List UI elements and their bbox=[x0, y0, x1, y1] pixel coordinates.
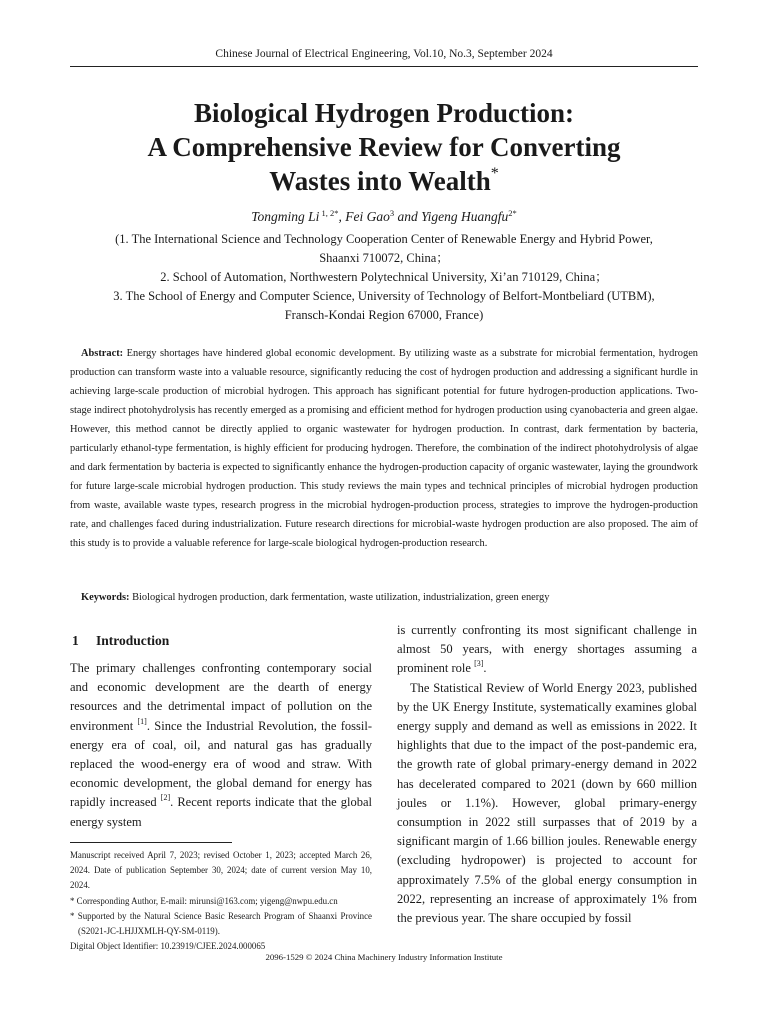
author-1: Tongming Li bbox=[251, 209, 320, 224]
title-line-3-text: Wastes into Wealth bbox=[269, 166, 491, 196]
abstract bbox=[70, 344, 698, 554]
author-2: Fei Gao bbox=[345, 209, 390, 224]
author-1-affil: 1, 2* bbox=[319, 208, 339, 218]
abstract-text: Energy shortages have hindered global economic development. By utilizing waste as a substrate for microbial fermentation, hydrogen production can transform waste into a valuable resource, significantly reducing the cost of hydrogen production and addressing a significant hurdle in achieving large-scale production of microbial hydrogen. This approach has significant potential for future hydrogen-production applications. Two-stage indirect photohydrolysis has recently emerged as a promising and efficient method for hydrogen production using cyanobacteria and green algae. However, this method cannot be directly applied to organic wastewater for hydrogen production. In contrast, dark fermentation by bacteria, particularly ethanol-type fermentation, is highly efficient for producing hydrogen. Therefore, the combination of the indirect photohydrolysis of algae and dark fermentation by bacteria is expected to significantly enhance the hydrogen-production capacity of organic wastewater, laying the groundwork for future large-scale microbial hydrogen production. This study reviews the main types and technical principles of microbial hydrogen production from waste, available waste types, research progress in the microbial hydrogen-production process, strategies to improve the hydrogen-production rate, and challenges faced during industrialization. Future research directions for microbial-waste hydrogen production are also proposed. The aim of this study is to provide a valuable reference for large-scale biological hydrogen-production research. bbox=[70, 348, 698, 550]
author-3: Yigeng Huangfu bbox=[421, 209, 509, 224]
title-line-3 bbox=[70, 164, 698, 198]
citation: [1] bbox=[137, 716, 147, 726]
body-text: . Recent reports indicate that the global energy system bbox=[70, 795, 372, 829]
left-column bbox=[70, 629, 372, 832]
affiliation-line: (1. The International Science and Technology Cooperation Center of Renewable Energy and Hybrid Power, bbox=[115, 232, 653, 246]
right-column bbox=[397, 621, 697, 928]
body-text: is currently confronting its most significant challenge in almost 50 years, with energy shortages assuming a prominent role bbox=[397, 623, 697, 676]
author-separator: , bbox=[338, 209, 346, 224]
title-line-1: Biological Hydrogen Production: bbox=[193, 98, 575, 128]
keywords bbox=[81, 589, 698, 607]
citation: [3] bbox=[474, 659, 484, 669]
section-number: 1 bbox=[72, 633, 79, 648]
footnote-corresponding: * Corresponding Author, E-mail: mirunsi@163.com; yigeng@nwpu.edu.cn bbox=[70, 895, 338, 906]
footnote-rule bbox=[70, 842, 232, 843]
author-3-affil: 2* bbox=[508, 208, 517, 218]
author-list bbox=[0, 209, 768, 225]
paper-title bbox=[70, 96, 698, 198]
body-text: The primary challenges confronting contemporary social and economic development are the dearth of energy resources and the detrimental impact of pollution on the environment bbox=[70, 661, 372, 733]
title-line-2: A Comprehensive Review for Converting bbox=[147, 132, 621, 162]
affiliation-line: Fransch-Kondai Region 67000, France) bbox=[284, 308, 484, 322]
abstract-label: Abstract: bbox=[81, 348, 124, 359]
body-paragraph bbox=[397, 621, 697, 679]
running-head: Chinese Journal of Electrical Engineering, Vol.10, No.3, September 2024 bbox=[215, 48, 553, 60]
body-text: . Since the Industrial Revolution, the fossil-energy era of coal, oil, and natural gas has gradually replaced the wood-energy era of wood and straw. With economic development, the global demand for energy has rapidly increased bbox=[70, 718, 372, 810]
author-2-affil: 3 bbox=[389, 208, 395, 218]
footnotes bbox=[70, 848, 372, 954]
page-footer: 2096-1529 © 2024 China Machinery Industry Information Institute bbox=[265, 952, 503, 962]
affiliation-line: 3. The School of Energy and Computer Science, University of Technology of Belfort-Montbeliard (UTBM), bbox=[113, 289, 655, 303]
section-heading bbox=[72, 633, 372, 649]
title-footnote-mark: * bbox=[490, 165, 499, 182]
body-text: . bbox=[483, 661, 487, 676]
footnote-funding: * Supported by the Natural Science Basic Research Program of Shaanxi Province (S2021-JC-LHJJXMLH-QY-SM-0119). bbox=[70, 910, 372, 937]
author-separator: and bbox=[394, 209, 422, 224]
body-paragraph bbox=[70, 659, 372, 832]
body-paragraph: The Statistical Review of World Energy 2023, published by the UK Energy Institute, systematically examines global energy supply and demand as well as emissions in 2022. It highlights that due to the impact of the post-pandemic era, the growth rate of global primary-energy demand in 2022 has decelerated compared to 2021 (down by 660 million joules or 1.1%). However, global primary-energy consumption in 2022 still surpasses that of 2019 by a significant margin of 1.66 billion joules. Renewable energy (excluding hydropower) is projected to account for approximately 7.5% of the global energy consumption in 2022, representing an increase of approximately 1% from the previous year. The share occupied by fossil bbox=[397, 680, 697, 926]
keywords-text: Biological hydrogen production, dark fermentation, waste utilization, industrialization, green energy bbox=[129, 592, 550, 603]
footnote-manuscript: Manuscript received April 7, 2023; revised October 1, 2023; accepted March 26, 2024. Date of publication September 30, 2024; date of current version May 10, 2024. bbox=[70, 850, 372, 891]
section-title: Introduction bbox=[96, 633, 170, 648]
keywords-label: Keywords: bbox=[81, 592, 130, 603]
header-rule bbox=[70, 66, 698, 67]
footnote-doi: Digital Object Identifier: 10.23919/CJEE.2024.000065 bbox=[70, 941, 266, 952]
citation: [2] bbox=[160, 793, 171, 803]
affiliation-line: 2. School of Automation, Northwestern Polytechnical University, Xi’an 710129, China； bbox=[160, 270, 608, 284]
affiliation-line: Shaanxi 710072, China； bbox=[319, 251, 449, 265]
